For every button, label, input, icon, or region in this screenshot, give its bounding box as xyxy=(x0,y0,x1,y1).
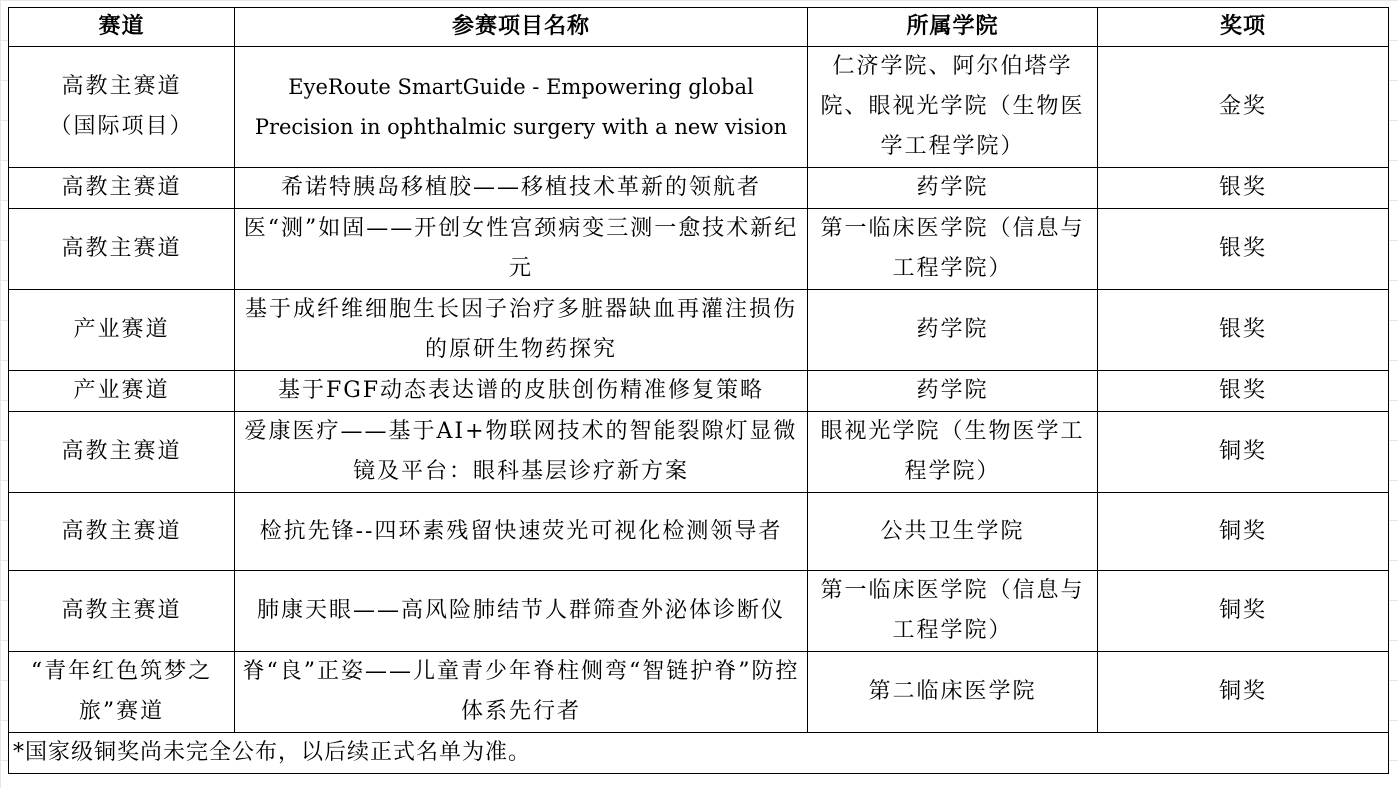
cell-project: 肺康天眼——高风险肺结节人群筛查外泌体诊断仪 xyxy=(235,571,808,652)
footnote-row xyxy=(9,733,1389,774)
cell-college: 药学院 xyxy=(808,290,1098,371)
table-row xyxy=(9,571,1389,652)
header-project: 参赛项目名称 xyxy=(235,8,808,47)
cell-track: 高教主赛道 xyxy=(9,493,235,571)
cell-track: 产业赛道 xyxy=(9,290,235,371)
cell-award: 银奖 xyxy=(1098,209,1389,290)
header-track: 赛道 xyxy=(9,8,235,47)
cell-project: 基于成纤维细胞生长因子治疗多脏器缺血再灌注损伤的原研生物药探究 xyxy=(235,290,808,371)
header-row xyxy=(9,8,1389,47)
cell-award: 铜奖 xyxy=(1098,571,1389,652)
cell-project: 希诺特胰岛移植胶——移植技术革新的领航者 xyxy=(235,168,808,209)
table-row xyxy=(9,371,1389,412)
cell-award: 银奖 xyxy=(1098,290,1389,371)
header-college: 所属学院 xyxy=(808,8,1098,47)
cell-award: 银奖 xyxy=(1098,371,1389,412)
cell-college: 第二临床医学院 xyxy=(808,652,1098,733)
table-row xyxy=(9,209,1389,290)
cell-college: 药学院 xyxy=(808,168,1098,209)
footnote: *国家级铜奖尚未完全公布，以后续正式名单为准。 xyxy=(9,733,1389,774)
cell-track: 高教主赛道 xyxy=(9,412,235,493)
cell-award: 铜奖 xyxy=(1098,652,1389,733)
cell-award: 铜奖 xyxy=(1098,412,1389,493)
cell-award: 铜奖 xyxy=(1098,493,1389,571)
cell-project: 医“测”如固——开创女性宫颈病变三测一愈技术新纪元 xyxy=(235,209,808,290)
cell-project: 爱康医疗——基于AI+物联网技术的智能裂隙灯显微镜及平台：眼科基层诊疗新方案 xyxy=(235,412,808,493)
cell-college: 公共卫生学院 xyxy=(808,493,1098,571)
cell-college: 第一临床医学院（信息与工程学院） xyxy=(808,571,1098,652)
awards-table xyxy=(8,7,1389,774)
cell-project: 基于FGF动态表达谱的皮肤创伤精准修复策略 xyxy=(235,371,808,412)
cell-track: 高教主赛道 （国际项目） xyxy=(9,47,235,168)
table-row xyxy=(9,290,1389,371)
cell-college: 仁济学院、阿尔伯塔学院、眼视光学院（生物医学工程学院） xyxy=(808,47,1098,168)
cell-college: 药学院 xyxy=(808,371,1098,412)
cell-college: 第一临床医学院（信息与工程学院） xyxy=(808,209,1098,290)
table-row xyxy=(9,652,1389,733)
cell-project: EyeRoute SmartGuide - Empowering global Precision in ophthalmic surgery with a new vision xyxy=(235,47,808,168)
cell-project: 检抗先锋--四环素残留快速荧光可视化检测领导者 xyxy=(235,493,808,571)
cell-track: 高教主赛道 xyxy=(9,168,235,209)
cell-award: 银奖 xyxy=(1098,168,1389,209)
header-award: 奖项 xyxy=(1098,8,1389,47)
table-row xyxy=(9,168,1389,209)
cell-track: 产业赛道 xyxy=(9,371,235,412)
table-row xyxy=(9,47,1389,168)
cell-project: 脊“良”正姿——儿童青少年脊柱侧弯“智链护脊”防控体系先行者 xyxy=(235,652,808,733)
cell-college: 眼视光学院（生物医学工程学院） xyxy=(808,412,1098,493)
cell-track: 高教主赛道 xyxy=(9,571,235,652)
cell-award: 金奖 xyxy=(1098,47,1389,168)
cell-track: 高教主赛道 xyxy=(9,209,235,290)
table-row xyxy=(9,493,1389,571)
cell-track: “青年红色筑梦之旅”赛道 xyxy=(9,652,235,733)
table-row xyxy=(9,412,1389,493)
